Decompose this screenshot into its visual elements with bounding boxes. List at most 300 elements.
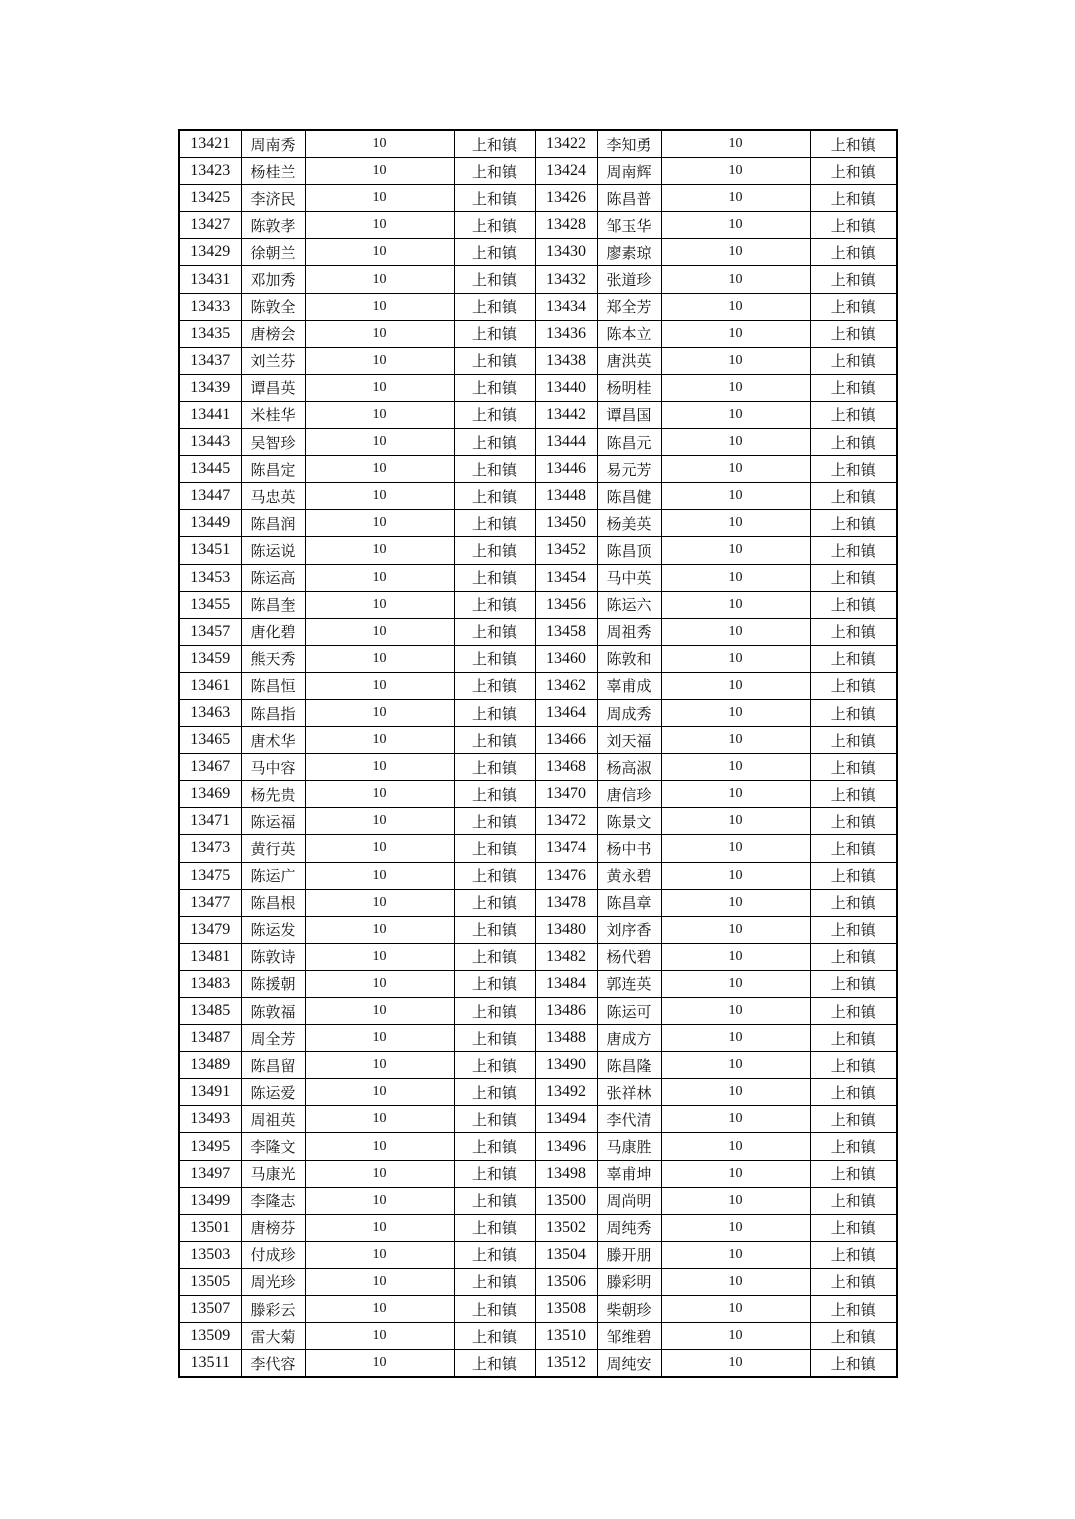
table-row	[179, 727, 897, 754]
right-record-town: 上和镇	[810, 998, 897, 1025]
right-record-town: 上和镇	[810, 537, 897, 564]
right-record-name: 唐成方	[597, 1025, 661, 1052]
right-record-amount: 10	[661, 293, 810, 320]
right-record-amount: 10	[661, 347, 810, 374]
right-record-amount: 10	[661, 1106, 810, 1133]
right-record-town: 上和镇	[810, 1025, 897, 1052]
right-record-town: 上和镇	[810, 1187, 897, 1214]
right-record-name: 周祖秀	[597, 618, 661, 645]
right-record-amount: 10	[661, 781, 810, 808]
table-row	[179, 239, 897, 266]
right-record-amount: 10	[661, 212, 810, 239]
table-row	[179, 266, 897, 293]
table-row	[179, 1187, 897, 1214]
right-record-town: 上和镇	[810, 401, 897, 428]
table-row	[179, 185, 897, 212]
table-row	[179, 1241, 897, 1268]
left-record-town: 上和镇	[454, 998, 535, 1025]
left-record-name: 李隆志	[241, 1187, 305, 1214]
right-record-amount: 10	[661, 1296, 810, 1323]
left-record-amount: 10	[305, 130, 454, 158]
right-record-town: 上和镇	[810, 374, 897, 401]
table-row	[179, 1106, 897, 1133]
right-record-amount: 10	[661, 916, 810, 943]
right-record-town: 上和镇	[810, 564, 897, 591]
right-record-town: 上和镇	[810, 130, 897, 158]
left-record-id: 13453	[179, 564, 241, 591]
left-record-name: 周全芳	[241, 1025, 305, 1052]
right-record-name: 陈运六	[597, 591, 661, 618]
left-record-town: 上和镇	[454, 591, 535, 618]
right-record-id: 13502	[535, 1214, 597, 1241]
left-record-town: 上和镇	[454, 1025, 535, 1052]
left-record-id: 13473	[179, 835, 241, 862]
table-row	[179, 1214, 897, 1241]
left-record-name: 吴智珍	[241, 429, 305, 456]
right-record-name: 周纯安	[597, 1350, 661, 1378]
right-record-id: 13460	[535, 645, 597, 672]
left-record-id: 13433	[179, 293, 241, 320]
left-record-amount: 10	[305, 862, 454, 889]
left-record-town: 上和镇	[454, 374, 535, 401]
right-record-amount: 10	[661, 374, 810, 401]
left-record-town: 上和镇	[454, 510, 535, 537]
left-record-amount: 10	[305, 835, 454, 862]
left-record-name: 刘兰芬	[241, 347, 305, 374]
left-record-amount: 10	[305, 645, 454, 672]
left-record-name: 杨先贵	[241, 781, 305, 808]
left-record-name: 陈昌根	[241, 889, 305, 916]
table-row	[179, 1268, 897, 1295]
left-record-amount: 10	[305, 537, 454, 564]
left-record-name: 陈敦福	[241, 998, 305, 1025]
table-row	[179, 699, 897, 726]
right-record-town: 上和镇	[810, 916, 897, 943]
left-record-id: 13461	[179, 672, 241, 699]
left-record-amount: 10	[305, 510, 454, 537]
right-record-name: 辜甫坤	[597, 1160, 661, 1187]
left-record-id: 13463	[179, 699, 241, 726]
right-record-amount: 10	[661, 727, 810, 754]
right-record-amount: 10	[661, 672, 810, 699]
right-record-town: 上和镇	[810, 1160, 897, 1187]
right-record-amount: 10	[661, 1187, 810, 1214]
table-row	[179, 429, 897, 456]
right-record-town: 上和镇	[810, 889, 897, 916]
left-record-town: 上和镇	[454, 1133, 535, 1160]
right-record-name: 陈昌普	[597, 185, 661, 212]
right-record-name: 陈景文	[597, 808, 661, 835]
right-record-id: 13450	[535, 510, 597, 537]
left-record-id: 13485	[179, 998, 241, 1025]
right-record-town: 上和镇	[810, 618, 897, 645]
left-record-id: 13467	[179, 754, 241, 781]
table-row	[179, 645, 897, 672]
right-record-town: 上和镇	[810, 727, 897, 754]
table-row	[179, 158, 897, 185]
table-row	[179, 618, 897, 645]
left-record-name: 周南秀	[241, 130, 305, 158]
left-record-id: 13481	[179, 943, 241, 970]
left-record-town: 上和镇	[454, 1079, 535, 1106]
left-record-amount: 10	[305, 808, 454, 835]
left-record-town: 上和镇	[454, 130, 535, 158]
left-record-amount: 10	[305, 401, 454, 428]
right-record-amount: 10	[661, 1214, 810, 1241]
left-record-town: 上和镇	[454, 1214, 535, 1241]
left-record-id: 13459	[179, 645, 241, 672]
left-record-amount: 10	[305, 699, 454, 726]
left-record-name: 付成珍	[241, 1241, 305, 1268]
table-row	[179, 998, 897, 1025]
left-record-name: 唐榜芬	[241, 1214, 305, 1241]
right-record-town: 上和镇	[810, 510, 897, 537]
right-record-name: 滕彩明	[597, 1268, 661, 1295]
left-record-town: 上和镇	[454, 185, 535, 212]
right-record-id: 13438	[535, 347, 597, 374]
right-record-name: 周尚明	[597, 1187, 661, 1214]
left-record-amount: 10	[305, 1025, 454, 1052]
table-row	[179, 591, 897, 618]
right-record-name: 杨美英	[597, 510, 661, 537]
table-row	[179, 564, 897, 591]
left-record-amount: 10	[305, 266, 454, 293]
left-record-name: 黄行英	[241, 835, 305, 862]
right-record-name: 柴朝珍	[597, 1296, 661, 1323]
left-record-amount: 10	[305, 916, 454, 943]
left-record-town: 上和镇	[454, 401, 535, 428]
right-record-town: 上和镇	[810, 754, 897, 781]
right-record-amount: 10	[661, 1160, 810, 1187]
right-record-id: 13486	[535, 998, 597, 1025]
right-record-id: 13494	[535, 1106, 597, 1133]
right-record-amount: 10	[661, 970, 810, 997]
right-record-amount: 10	[661, 320, 810, 347]
right-record-amount: 10	[661, 239, 810, 266]
left-record-amount: 10	[305, 618, 454, 645]
left-record-id: 13457	[179, 618, 241, 645]
left-record-id: 13475	[179, 862, 241, 889]
right-record-town: 上和镇	[810, 672, 897, 699]
right-record-amount: 10	[661, 1052, 810, 1079]
right-record-id: 13434	[535, 293, 597, 320]
right-record-id: 13436	[535, 320, 597, 347]
table-row	[179, 456, 897, 483]
left-record-amount: 10	[305, 293, 454, 320]
right-record-town: 上和镇	[810, 591, 897, 618]
table-row	[179, 808, 897, 835]
right-record-town: 上和镇	[810, 835, 897, 862]
left-record-amount: 10	[305, 429, 454, 456]
right-record-town: 上和镇	[810, 483, 897, 510]
left-record-id: 13439	[179, 374, 241, 401]
right-record-town: 上和镇	[810, 1214, 897, 1241]
right-record-id: 13478	[535, 889, 597, 916]
right-record-amount: 10	[661, 1241, 810, 1268]
right-record-name: 邹维碧	[597, 1323, 661, 1350]
left-record-id: 13493	[179, 1106, 241, 1133]
table-row	[179, 889, 897, 916]
right-record-id: 13482	[535, 943, 597, 970]
right-record-amount: 10	[661, 185, 810, 212]
left-record-id: 13487	[179, 1025, 241, 1052]
right-record-town: 上和镇	[810, 212, 897, 239]
right-record-name: 陈运可	[597, 998, 661, 1025]
left-record-name: 陈敦孝	[241, 212, 305, 239]
right-record-id: 13464	[535, 699, 597, 726]
left-record-id: 13489	[179, 1052, 241, 1079]
right-record-id: 13424	[535, 158, 597, 185]
left-record-town: 上和镇	[454, 158, 535, 185]
right-record-id: 13466	[535, 727, 597, 754]
right-record-id: 13432	[535, 266, 597, 293]
right-record-amount: 10	[661, 618, 810, 645]
right-record-town: 上和镇	[810, 429, 897, 456]
left-record-name: 米桂华	[241, 401, 305, 428]
left-record-name: 陈昌奎	[241, 591, 305, 618]
right-record-name: 陈昌章	[597, 889, 661, 916]
right-record-name: 李知勇	[597, 130, 661, 158]
right-record-town: 上和镇	[810, 1268, 897, 1295]
left-record-amount: 10	[305, 1323, 454, 1350]
table-row	[179, 320, 897, 347]
left-record-amount: 10	[305, 1241, 454, 1268]
left-record-town: 上和镇	[454, 916, 535, 943]
left-record-name: 唐榜会	[241, 320, 305, 347]
right-record-name: 滕开朋	[597, 1241, 661, 1268]
right-record-name: 邹玉华	[597, 212, 661, 239]
right-record-town: 上和镇	[810, 1323, 897, 1350]
right-record-name: 刘序香	[597, 916, 661, 943]
left-record-name: 雷大菊	[241, 1323, 305, 1350]
right-record-amount: 10	[661, 401, 810, 428]
right-record-name: 李代清	[597, 1106, 661, 1133]
right-record-name: 陈昌隆	[597, 1052, 661, 1079]
table-row	[179, 1296, 897, 1323]
right-record-id: 13504	[535, 1241, 597, 1268]
right-record-town: 上和镇	[810, 456, 897, 483]
left-record-name: 陈运福	[241, 808, 305, 835]
left-record-amount: 10	[305, 185, 454, 212]
table-row	[179, 835, 897, 862]
table-row	[179, 1052, 897, 1079]
right-record-amount: 10	[661, 862, 810, 889]
left-record-town: 上和镇	[454, 212, 535, 239]
left-record-id: 13449	[179, 510, 241, 537]
table-row	[179, 781, 897, 808]
left-record-town: 上和镇	[454, 618, 535, 645]
table-row	[179, 916, 897, 943]
right-record-amount: 10	[661, 645, 810, 672]
left-record-town: 上和镇	[454, 699, 535, 726]
right-record-amount: 10	[661, 266, 810, 293]
left-record-amount: 10	[305, 1052, 454, 1079]
left-record-town: 上和镇	[454, 1268, 535, 1295]
left-record-amount: 10	[305, 347, 454, 374]
right-record-amount: 10	[661, 754, 810, 781]
left-record-id: 13451	[179, 537, 241, 564]
left-record-amount: 10	[305, 970, 454, 997]
table-row	[179, 970, 897, 997]
table-row	[179, 293, 897, 320]
right-record-id: 13446	[535, 456, 597, 483]
right-record-id: 13472	[535, 808, 597, 835]
left-record-name: 陈运说	[241, 537, 305, 564]
right-record-name: 郭连英	[597, 970, 661, 997]
left-record-town: 上和镇	[454, 1052, 535, 1079]
left-record-amount: 10	[305, 456, 454, 483]
right-record-amount: 10	[661, 699, 810, 726]
table-row	[179, 1350, 897, 1378]
right-record-town: 上和镇	[810, 320, 897, 347]
left-record-amount: 10	[305, 998, 454, 1025]
left-record-town: 上和镇	[454, 672, 535, 699]
right-record-name: 杨明桂	[597, 374, 661, 401]
right-record-id: 13474	[535, 835, 597, 862]
left-record-name: 滕彩云	[241, 1296, 305, 1323]
right-record-id: 13430	[535, 239, 597, 266]
right-record-id: 13498	[535, 1160, 597, 1187]
left-record-amount: 10	[305, 889, 454, 916]
left-record-name: 马康光	[241, 1160, 305, 1187]
left-record-amount: 10	[305, 781, 454, 808]
right-record-town: 上和镇	[810, 293, 897, 320]
left-record-id: 13421	[179, 130, 241, 158]
right-record-amount: 10	[661, 1323, 810, 1350]
right-record-name: 陈本立	[597, 320, 661, 347]
right-record-id: 13488	[535, 1025, 597, 1052]
left-record-id: 13511	[179, 1350, 241, 1378]
left-record-amount: 10	[305, 727, 454, 754]
right-record-amount: 10	[661, 889, 810, 916]
right-record-amount: 10	[661, 1025, 810, 1052]
left-record-town: 上和镇	[454, 320, 535, 347]
right-record-amount: 10	[661, 483, 810, 510]
right-record-town: 上和镇	[810, 266, 897, 293]
left-record-id: 13437	[179, 347, 241, 374]
right-record-amount: 10	[661, 456, 810, 483]
left-record-town: 上和镇	[454, 727, 535, 754]
left-record-name: 李隆文	[241, 1133, 305, 1160]
left-record-name: 邓加秀	[241, 266, 305, 293]
left-record-town: 上和镇	[454, 754, 535, 781]
left-record-amount: 10	[305, 1187, 454, 1214]
left-record-id: 13431	[179, 266, 241, 293]
left-record-town: 上和镇	[454, 1323, 535, 1350]
right-record-amount: 10	[661, 564, 810, 591]
table-row	[179, 672, 897, 699]
right-record-name: 周南辉	[597, 158, 661, 185]
right-record-town: 上和镇	[810, 1296, 897, 1323]
right-record-town: 上和镇	[810, 158, 897, 185]
right-record-amount: 10	[661, 835, 810, 862]
right-record-name: 杨中书	[597, 835, 661, 862]
left-record-name: 李济民	[241, 185, 305, 212]
right-record-name: 马中英	[597, 564, 661, 591]
left-record-id: 13469	[179, 781, 241, 808]
table-row	[179, 862, 897, 889]
left-record-name: 周祖英	[241, 1106, 305, 1133]
left-record-id: 13445	[179, 456, 241, 483]
left-record-name: 李代容	[241, 1350, 305, 1378]
left-record-id: 13501	[179, 1214, 241, 1241]
left-record-town: 上和镇	[454, 862, 535, 889]
left-record-id: 13495	[179, 1133, 241, 1160]
left-record-town: 上和镇	[454, 781, 535, 808]
right-record-id: 13468	[535, 754, 597, 781]
right-record-town: 上和镇	[810, 1079, 897, 1106]
left-record-town: 上和镇	[454, 970, 535, 997]
left-record-amount: 10	[305, 483, 454, 510]
right-record-id: 13440	[535, 374, 597, 401]
left-record-town: 上和镇	[454, 347, 535, 374]
right-record-name: 易元芳	[597, 456, 661, 483]
right-record-name: 唐信珍	[597, 781, 661, 808]
left-record-id: 13503	[179, 1241, 241, 1268]
right-record-id: 13506	[535, 1268, 597, 1295]
left-record-id: 13425	[179, 185, 241, 212]
table-row	[179, 401, 897, 428]
right-record-name: 周纯秀	[597, 1214, 661, 1241]
left-record-name: 陈运爱	[241, 1079, 305, 1106]
left-record-id: 13465	[179, 727, 241, 754]
left-record-id: 13423	[179, 158, 241, 185]
left-record-town: 上和镇	[454, 1350, 535, 1378]
left-record-town: 上和镇	[454, 1106, 535, 1133]
right-record-town: 上和镇	[810, 645, 897, 672]
left-record-id: 13435	[179, 320, 241, 347]
left-record-town: 上和镇	[454, 645, 535, 672]
left-record-name: 谭昌英	[241, 374, 305, 401]
left-record-town: 上和镇	[454, 943, 535, 970]
right-record-town: 上和镇	[810, 1052, 897, 1079]
right-record-id: 13476	[535, 862, 597, 889]
left-record-town: 上和镇	[454, 1296, 535, 1323]
right-record-town: 上和镇	[810, 781, 897, 808]
left-record-amount: 10	[305, 1133, 454, 1160]
right-record-name: 马康胜	[597, 1133, 661, 1160]
right-record-id: 13458	[535, 618, 597, 645]
right-record-id: 13480	[535, 916, 597, 943]
left-record-town: 上和镇	[454, 808, 535, 835]
left-record-town: 上和镇	[454, 293, 535, 320]
left-record-id: 13429	[179, 239, 241, 266]
table-row	[179, 754, 897, 781]
left-record-town: 上和镇	[454, 483, 535, 510]
right-record-id: 13454	[535, 564, 597, 591]
table-row	[179, 1079, 897, 1106]
right-record-town: 上和镇	[810, 185, 897, 212]
right-record-amount: 10	[661, 943, 810, 970]
right-record-town: 上和镇	[810, 699, 897, 726]
right-record-id: 13508	[535, 1296, 597, 1323]
left-record-id: 13509	[179, 1323, 241, 1350]
right-record-id: 13492	[535, 1079, 597, 1106]
right-record-name: 陈昌顶	[597, 537, 661, 564]
right-record-town: 上和镇	[810, 239, 897, 266]
left-record-name: 陈昌留	[241, 1052, 305, 1079]
left-record-amount: 10	[305, 943, 454, 970]
left-record-name: 陈援朝	[241, 970, 305, 997]
left-record-name: 熊天秀	[241, 645, 305, 672]
table-row	[179, 943, 897, 970]
right-record-id: 13462	[535, 672, 597, 699]
left-record-id: 13499	[179, 1187, 241, 1214]
left-record-town: 上和镇	[454, 456, 535, 483]
right-record-id: 13510	[535, 1323, 597, 1350]
left-record-amount: 10	[305, 320, 454, 347]
left-record-town: 上和镇	[454, 1160, 535, 1187]
